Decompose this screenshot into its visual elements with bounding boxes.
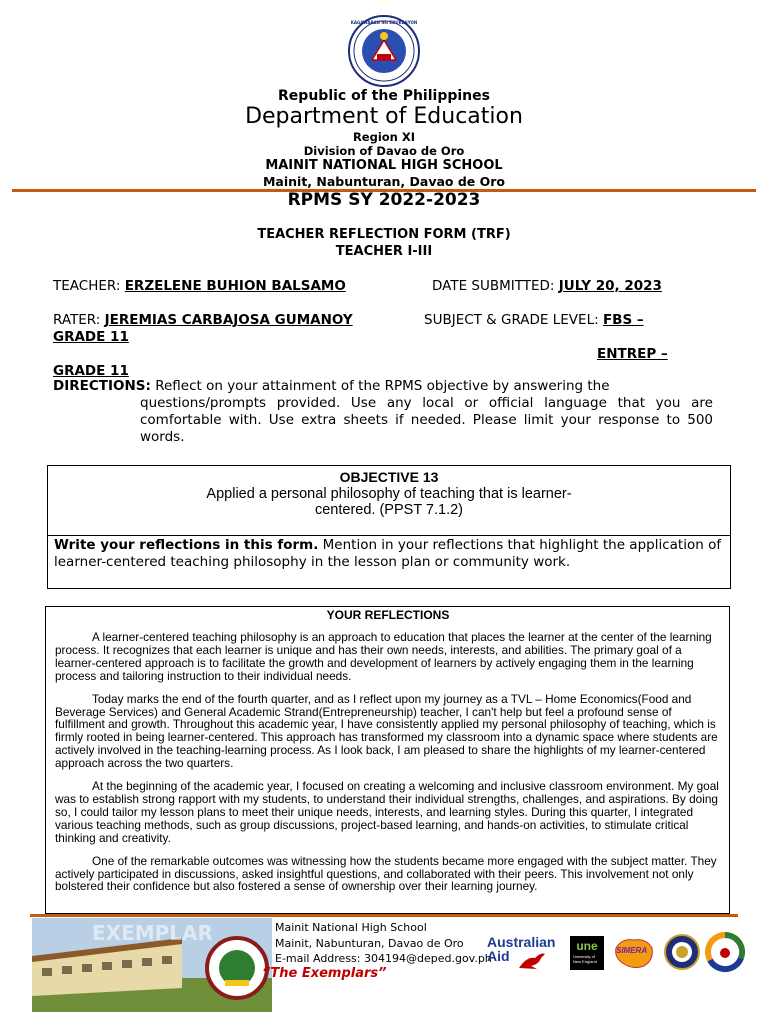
footer-address: Mainit, Nabunturan, Davao de Oro [275,937,464,950]
subject-label: SUBJECT & GRADE LEVEL: [424,312,599,328]
une-logo [570,936,604,970]
grade-line-2 [53,363,129,379]
instruction-rest: Mention in your reflections that highlight the application of learner-centered teaching philosophy in the lesson plan or community work. [54,537,722,570]
objective-instruction [48,536,730,572]
reflection-paragraph: A learner-centered teaching philosophy is an approach to education that places the learner at the center of the learning process. It recognizes that each learner is unique and has their own needs, interests, and abilities. The primary goal of a learner-centered approach is to facilitate the growth and development of learners by actively engaging them in the learning process and tailoring instruction to their individual needs. [55,630,712,683]
rpms-title: RPMS SY 2022-2023 [287,190,481,210]
kangaroo-icon [517,950,547,970]
date-value: JULY 20, 2023 [558,278,662,294]
directions-label: DIRECTIONS: [53,378,151,394]
instruction-bold: Write your reflections in this form. [54,537,319,553]
division-seal-icon [664,934,700,970]
australian-aid-logo [487,936,563,972]
aid-line2: Aid [487,948,510,964]
teacher-line [53,278,346,294]
svg-text:KAGAWARAN NG EDUKASYON: KAGAWARAN NG EDUKASYON [350,20,418,25]
aid-line1: Australian [487,934,556,950]
subject-line-2 [597,346,668,362]
subject-line [424,312,644,328]
simera-text: SIMERA [616,946,648,955]
subject-part1: FBS – [602,312,644,328]
region-heading: Region XI [352,130,416,144]
reflections-box [45,606,730,914]
school-photo [32,918,272,1012]
grade-value-1: GRADE 11 [53,329,129,345]
reflections-title: YOUR REFLECTIONS [326,608,450,622]
banner-text: EXEMPLAR [92,921,213,945]
department-heading: Department of Education [245,104,523,129]
rater-line [53,312,353,328]
teacher-name: ERZELENE BUHION BALSAMO [124,278,346,294]
deped-seal-icon [347,14,421,88]
une-subtext: University of New England [573,954,597,964]
footer-motto: “The Exemplars” [262,966,387,981]
une-text: une [576,939,598,953]
objective-header [48,466,730,536]
footer-divider [30,914,738,917]
form-title: TEACHER REFLECTION FORM (TRF) [257,227,511,242]
date-label: DATE SUBMITTED: [432,278,555,294]
subject-part2: ENTREP – [597,346,668,362]
rater-label: RATER: [53,312,101,328]
reflection-paragraph: At the beginning of the academic year, I focused on creating a welcoming and inclusive classroom environment. My goal was to establish strong rapport with my students, to understand their individual strengths, challenges, and aspirations. By doing so, I could tailor my lesson plans to meet their unique needs, interests, and learning styles. During this quarter, I integrated various teaching methods, such as group discussions, project-based learning, and hands-on activities, to stimulate critical thinking and creativity. [55,779,719,845]
footer-email: E-mail Address: 304194@deped.gov.ph [275,952,492,965]
rater-name: JEREMIAS CARBAJOSA GUMANOY [104,312,353,328]
grade-line-1 [53,329,129,345]
form-level: TEACHER I-III [335,244,433,259]
school-location: Mainit, Nabunturan, Davao de Oro [262,174,506,189]
teacher-label: TEACHER: [53,278,121,294]
division-heading: Division of Davao de Oro [303,144,465,158]
republic-heading: Republic of the Philippines [278,88,490,104]
date-line [432,278,662,294]
directions-line1: Reflect on your attainment of the RPMS objective by answering the [155,378,610,394]
directions-rest: questions/prompts provided. Use any local or official language that you are comfortable with. Use extra sheets if needed. Please limit your response to 500 words. [140,395,713,445]
grade-value-2: GRADE 11 [53,363,129,379]
footer-school: Mainit National High School [275,921,427,934]
objective-description: Applied a personal philosophy of teaching that is learner-centered. (PPST 7.1.2) [206,486,572,518]
simera-logo [612,934,656,972]
objective-box [47,465,731,589]
directions [53,378,713,446]
ring-logo-icon [704,932,746,972]
school-heading: MAINIT NATIONAL HIGH SCHOOL [265,158,503,173]
objective-title: OBJECTIVE 13 [339,469,439,485]
reflection-paragraph: One of the remarkable outcomes was witnessing how the students became more engaged with the subject matter. They actively participated in discussions, asked insightful questions, and collaborated with their peers. This involvement not only bolstered their confidence but also fostered a sense of ownership over their learning journey. [55,853,717,894]
reflection-paragraph: Today marks the end of the fourth quarter, and as I reflect upon my journey as a TVL – Home Economics(Food and Beverage Services) and General Academic Strand(Entrepreneurship) teacher, I can't help but feel a profound sense of fulfillment and growth. Throughout this academic year, I have consistently applied my personal philosophy of teaching, which is firmly rooted in being learner-centered. This approach has transformed my classroom into a dynamic space where students are actively involved in the teaching-learning process. As I look back, I am pleased to share the highlights of my learner-centered approach across the two quarters. [55,691,718,771]
